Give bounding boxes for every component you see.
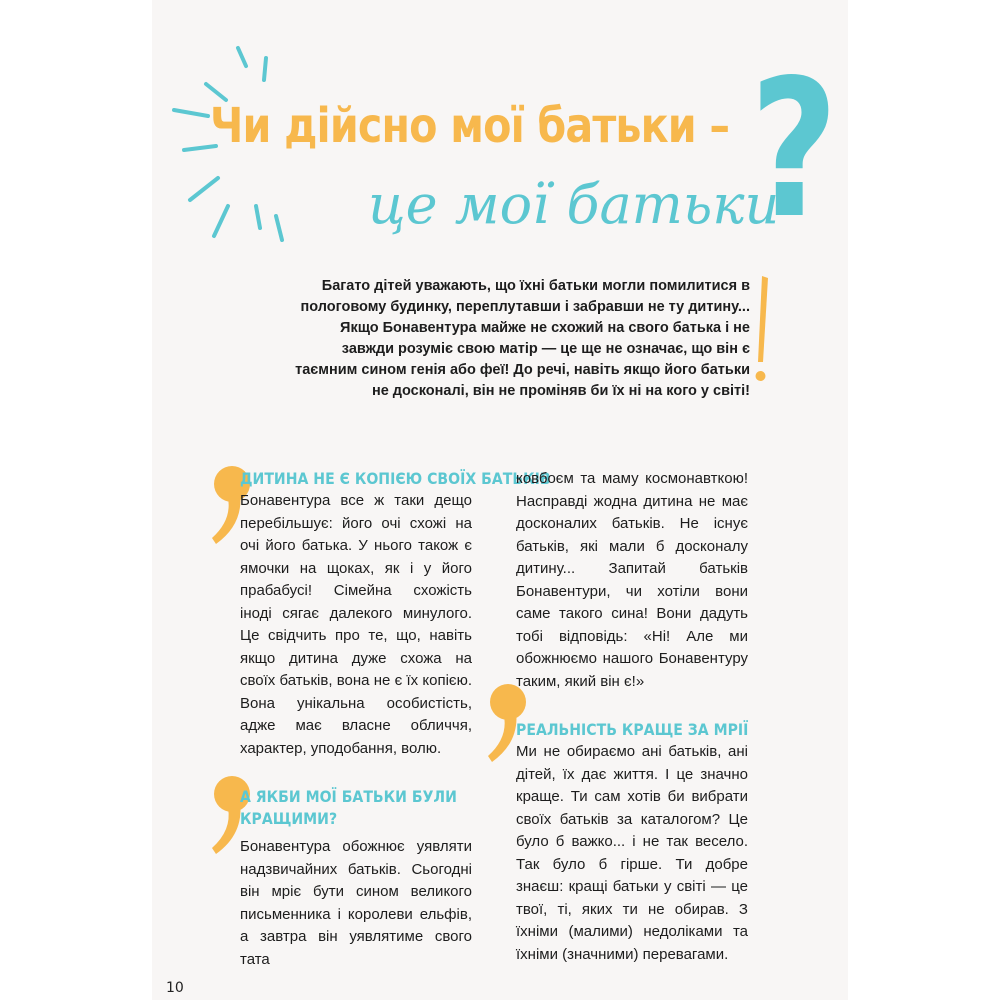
left-column (240, 468, 551, 971)
section-text: Бонавентура все ж таки дещо перебільшує: його очі схожі на очі його батька. У нього також є ямочки на щоках, як і у його прабабусі! Сімейна схожість іноді сягає далекого минулого. Це свідчить про те, що, навіть якщо дитина дуже схожа на своїх батьків, вона не є їх копією. Вона унікальна особистість, адже має власне обличчя, характер, уподобання, волю. (240, 492, 472, 757)
intro-paragraph: Багато дітей уважають, що їхні батьки могли помилитися в пологовому будинку, переплутавши і забравши не ту дитину... Якщо Бонавентура майже не схожий на свого батька і не завжди розуміє свою матір — це ще не означає, що він є таємним сином генія або феї! До речі, навіть якщо його батьки не досконалі, він не проміняв би їх ні на кого у світі! (295, 278, 750, 399)
section-heading-line2: КРАЩИМИ? (240, 809, 338, 828)
question-mark-decoration: ? (750, 39, 839, 260)
section-heading-line1: А ЯКБИ МОЇ БАТЬКИ БУЛИ (240, 787, 457, 806)
section-text: Ми не обираємо ані батьків, ані дітей, їх дає життя. І це значно краще. Ти сам хотів би вибрати своїх батьків за каталогом? Це було б важко... і не так весело. Так було б гірше. Ти добре знаєш: кращі батьки у світі — це твої, ті, яких ти не обирав. З їхніми (малими) недоліками та їхніми (значними) перевагами. (516, 743, 748, 963)
page-title-line1: Чи дійсно мої батьки – (210, 98, 730, 154)
right-column (516, 468, 748, 966)
section-heading: ДИТИНА НЕ Є КОПІЄЮ СВОЇХ БАТЬКІВ (240, 469, 551, 488)
page-title-line2: це мої батьки (368, 173, 780, 236)
section-text-continued: ковбоєм та маму космонавткою! Насправді жодна дитина не має досконалих батьків. Не існує батьків, які мали б досконалу дитину... Запитай батьків Бонавентури, чи хотіли вони саме такого сина! Вони дадуть тобі відповідь: «Ні! Але ми обожнюємо нашого Бонавентуру таким, який він є!» (516, 470, 748, 690)
exclamation-stroke-decoration (752, 274, 772, 386)
page-number: 10 (166, 980, 184, 996)
section-heading: РЕАЛЬНІСТЬ КРАЩЕ ЗА МРІЇ (516, 720, 749, 739)
section-text: Бонавентура обожнює уявляти надзвичайних батьків. Сьогодні він мріє бути сином великого письменника і королеви ельфів, а завтра він уявлятиме свого тата (240, 838, 472, 968)
